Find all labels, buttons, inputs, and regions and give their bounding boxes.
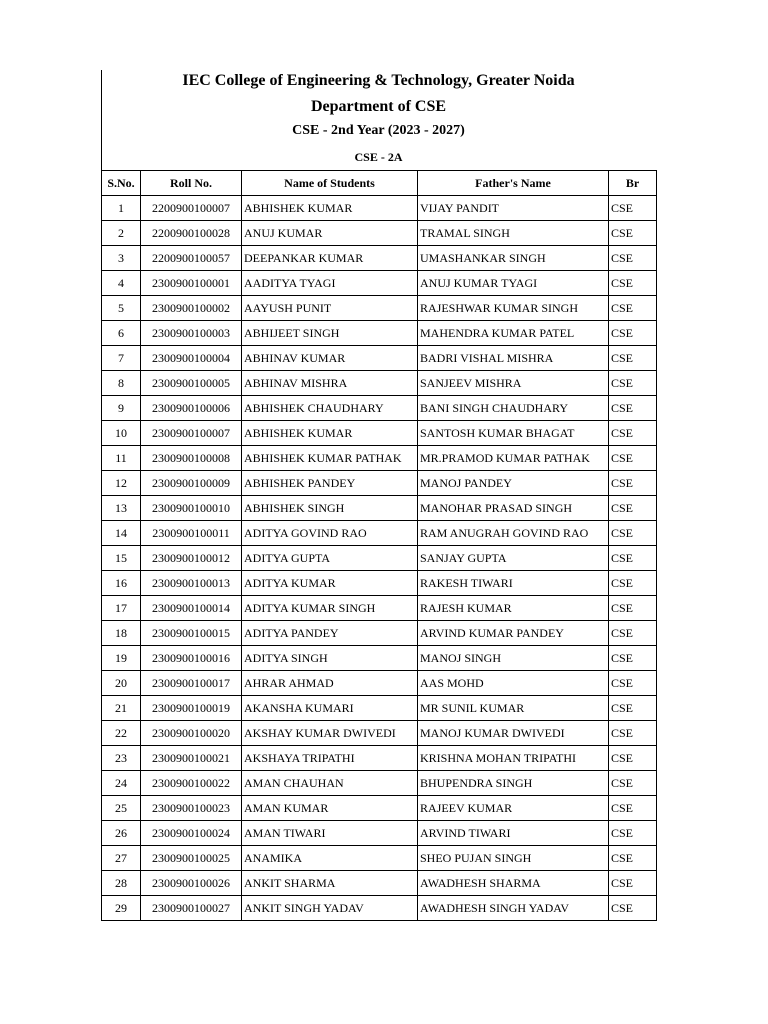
- cell-branch: CSE: [609, 246, 657, 271]
- cell-student-name: ABHISHEK SINGH: [242, 496, 418, 521]
- cell-roll-no: 2300900100013: [141, 571, 242, 596]
- cell-roll-no: 2300900100016: [141, 646, 242, 671]
- cell-student-name: ABHINAV MISHRA: [242, 371, 418, 396]
- cell-student-name: ABHINAV KUMAR: [242, 346, 418, 371]
- cell-sno: 27: [102, 846, 141, 871]
- table-row: [102, 496, 657, 521]
- cell-roll-no: 2300900100010: [141, 496, 242, 521]
- table-row: [102, 721, 657, 746]
- cell-sno: 12: [102, 471, 141, 496]
- cell-father-name: VIJAY PANDIT: [418, 196, 609, 221]
- column-header-branch: Br: [609, 171, 657, 196]
- cell-roll-no: 2300900100009: [141, 471, 242, 496]
- cell-sno: 17: [102, 596, 141, 621]
- cell-student-name: AKSHAY KUMAR DWIVEDI: [242, 721, 418, 746]
- table-row: [102, 671, 657, 696]
- table-row: [102, 696, 657, 721]
- cell-roll-no: 2300900100021: [141, 746, 242, 771]
- table-row: [102, 646, 657, 671]
- cell-father-name: BHUPENDRA SINGH: [418, 771, 609, 796]
- cell-branch: CSE: [609, 496, 657, 521]
- cell-student-name: AMAN CHAUHAN: [242, 771, 418, 796]
- cell-sno: 15: [102, 546, 141, 571]
- cell-branch: CSE: [609, 521, 657, 546]
- cell-branch: CSE: [609, 371, 657, 396]
- cell-branch: CSE: [609, 471, 657, 496]
- cell-father-name: AAS MOHD: [418, 671, 609, 696]
- cell-father-name: ANUJ KUMAR TYAGI: [418, 271, 609, 296]
- cell-branch: CSE: [609, 196, 657, 221]
- cell-sno: 20: [102, 671, 141, 696]
- cell-sno: 1: [102, 196, 141, 221]
- cell-father-name: RAM ANUGRAH GOVIND RAO: [418, 521, 609, 546]
- table-row: [102, 396, 657, 421]
- cell-father-name: SANJEEV MISHRA: [418, 371, 609, 396]
- cell-roll-no: 2300900100025: [141, 846, 242, 871]
- table-row: [102, 796, 657, 821]
- cell-father-name: BADRI VISHAL MISHRA: [418, 346, 609, 371]
- cell-branch: CSE: [609, 696, 657, 721]
- cell-roll-no: 2300900100001: [141, 271, 242, 296]
- cell-sno: 26: [102, 821, 141, 846]
- cell-father-name: UMASHANKAR SINGH: [418, 246, 609, 271]
- cell-sno: 18: [102, 621, 141, 646]
- cell-branch: CSE: [609, 796, 657, 821]
- cell-father-name: MAHENDRA KUMAR PATEL: [418, 321, 609, 346]
- cell-roll-no: 2300900100004: [141, 346, 242, 371]
- cell-roll-no: 2300900100012: [141, 546, 242, 571]
- cell-branch: CSE: [609, 896, 657, 921]
- table-row: [102, 246, 657, 271]
- column-header-student-name: Name of Students: [242, 171, 418, 196]
- column-header-father-name: Father's Name: [418, 171, 609, 196]
- cell-roll-no: 2300900100020: [141, 721, 242, 746]
- cell-sno: 4: [102, 271, 141, 296]
- table-row: [102, 421, 657, 446]
- section-title: CSE - 2A: [354, 150, 403, 164]
- cell-roll-no: 2300900100017: [141, 671, 242, 696]
- cell-student-name: ABHISHEK CHAUDHARY: [242, 396, 418, 421]
- cell-student-name: ADITYA PANDEY: [242, 621, 418, 646]
- cell-student-name: ADITYA KUMAR SINGH: [242, 596, 418, 621]
- cell-roll-no: 2300900100008: [141, 446, 242, 471]
- cell-roll-no: 2300900100023: [141, 796, 242, 821]
- cell-father-name: AWADHESH SHARMA: [418, 871, 609, 896]
- cell-roll-no: 2300900100027: [141, 896, 242, 921]
- cell-branch: CSE: [609, 321, 657, 346]
- cell-branch: CSE: [609, 821, 657, 846]
- cell-father-name: RAKESH TIWARI: [418, 571, 609, 596]
- cell-student-name: ANAMIKA: [242, 846, 418, 871]
- column-header-roll-no: Roll No.: [141, 171, 242, 196]
- cell-branch: CSE: [609, 221, 657, 246]
- cell-sno: 6: [102, 321, 141, 346]
- cell-father-name: MANOJ KUMAR DWIVEDI: [418, 721, 609, 746]
- cell-sno: 13: [102, 496, 141, 521]
- table-row: [102, 346, 657, 371]
- cell-sno: 16: [102, 571, 141, 596]
- cell-student-name: ANKIT SINGH YADAV: [242, 896, 418, 921]
- cell-sno: 22: [102, 721, 141, 746]
- table-row: [102, 621, 657, 646]
- cell-sno: 21: [102, 696, 141, 721]
- cell-student-name: ABHISHEK PANDEY: [242, 471, 418, 496]
- cell-sno: 29: [102, 896, 141, 921]
- table-body: [102, 196, 657, 921]
- cell-student-name: DEEPANKAR KUMAR: [242, 246, 418, 271]
- cell-branch: CSE: [609, 671, 657, 696]
- table-row: [102, 371, 657, 396]
- cell-branch: CSE: [609, 746, 657, 771]
- table-row: [102, 896, 657, 921]
- cell-student-name: AADITYA TYAGI: [242, 271, 418, 296]
- cell-roll-no: 2300900100006: [141, 396, 242, 421]
- cell-sno: 9: [102, 396, 141, 421]
- cell-branch: CSE: [609, 571, 657, 596]
- cell-branch: CSE: [609, 346, 657, 371]
- cell-student-name: AKSHAYA TRIPATHI: [242, 746, 418, 771]
- cell-roll-no: 2300900100005: [141, 371, 242, 396]
- cell-student-name: AMAN KUMAR: [242, 796, 418, 821]
- cell-sno: 5: [102, 296, 141, 321]
- table-row: [102, 446, 657, 471]
- cell-student-name: ANKIT SHARMA: [242, 871, 418, 896]
- cell-student-name: AMAN TIWARI: [242, 821, 418, 846]
- cell-branch: CSE: [609, 721, 657, 746]
- cell-father-name: SANTOSH KUMAR BHAGAT: [418, 421, 609, 446]
- cell-student-name: AHRAR AHMAD: [242, 671, 418, 696]
- cell-father-name: MANOJ PANDEY: [418, 471, 609, 496]
- cell-roll-no: 2300900100019: [141, 696, 242, 721]
- cell-roll-no: 2300900100007: [141, 421, 242, 446]
- cell-branch: CSE: [609, 446, 657, 471]
- cell-roll-no: 2300900100022: [141, 771, 242, 796]
- cell-student-name: AAYUSH PUNIT: [242, 296, 418, 321]
- cell-father-name: KRISHNA MOHAN TRIPATHI: [418, 746, 609, 771]
- cell-roll-no: 2300900100014: [141, 596, 242, 621]
- cell-roll-no: 2200900100007: [141, 196, 242, 221]
- cell-roll-no: 2300900100003: [141, 321, 242, 346]
- cell-father-name: MANOJ SINGH: [418, 646, 609, 671]
- cell-sno: 25: [102, 796, 141, 821]
- table-row: [102, 296, 657, 321]
- cell-sno: 10: [102, 421, 141, 446]
- cell-sno: 24: [102, 771, 141, 796]
- cell-sno: 8: [102, 371, 141, 396]
- table-row: [102, 846, 657, 871]
- cell-student-name: ADITYA GUPTA: [242, 546, 418, 571]
- cell-roll-no: 2300900100026: [141, 871, 242, 896]
- cell-father-name: MANOHAR PRASAD SINGH: [418, 496, 609, 521]
- cell-father-name: SHEO PUJAN SINGH: [418, 846, 609, 871]
- cell-branch: CSE: [609, 296, 657, 321]
- cell-branch: CSE: [609, 646, 657, 671]
- cell-student-name: ABHISHEK KUMAR: [242, 196, 418, 221]
- cell-father-name: RAJESH KUMAR: [418, 596, 609, 621]
- column-header-sno: S.No.: [102, 171, 141, 196]
- cell-branch: CSE: [609, 771, 657, 796]
- cell-branch: CSE: [609, 421, 657, 446]
- table-row: [102, 821, 657, 846]
- cell-branch: CSE: [609, 596, 657, 621]
- cell-student-name: ADITYA KUMAR: [242, 571, 418, 596]
- table-row: [102, 196, 657, 221]
- cell-sno: 23: [102, 746, 141, 771]
- cell-student-name: ABHISHEK KUMAR PATHAK: [242, 446, 418, 471]
- cell-father-name: MR SUNIL KUMAR: [418, 696, 609, 721]
- table-row: [102, 271, 657, 296]
- cell-roll-no: 2300900100024: [141, 821, 242, 846]
- cell-sno: 2: [102, 221, 141, 246]
- cell-roll-no: 2200900100057: [141, 246, 242, 271]
- table-row: [102, 321, 657, 346]
- table-row: [102, 546, 657, 571]
- cell-father-name: MR.PRAMOD KUMAR PATHAK: [418, 446, 609, 471]
- cell-branch: CSE: [609, 871, 657, 896]
- table-row: [102, 746, 657, 771]
- cell-sno: 7: [102, 346, 141, 371]
- cell-father-name: BANI SINGH CHAUDHARY: [418, 396, 609, 421]
- table-header-row: [102, 171, 657, 196]
- cell-father-name: AWADHESH SINGH YADAV: [418, 896, 609, 921]
- cell-student-name: ADITYA SINGH: [242, 646, 418, 671]
- table-row: [102, 596, 657, 621]
- cell-roll-no: 2200900100028: [141, 221, 242, 246]
- cell-branch: CSE: [609, 396, 657, 421]
- cell-father-name: ARVIND TIWARI: [418, 821, 609, 846]
- cell-sno: 28: [102, 871, 141, 896]
- cell-branch: CSE: [609, 546, 657, 571]
- table-row: [102, 471, 657, 496]
- cell-sno: 3: [102, 246, 141, 271]
- table-row: [102, 521, 657, 546]
- cell-father-name: SANJAY GUPTA: [418, 546, 609, 571]
- cell-student-name: AKANSHA KUMARI: [242, 696, 418, 721]
- cell-roll-no: 2300900100002: [141, 296, 242, 321]
- cell-father-name: RAJESHWAR KUMAR SINGH: [418, 296, 609, 321]
- cell-roll-no: 2300900100015: [141, 621, 242, 646]
- cell-branch: CSE: [609, 271, 657, 296]
- cell-sno: 11: [102, 446, 141, 471]
- cell-branch: CSE: [609, 621, 657, 646]
- table-row: [102, 221, 657, 246]
- cell-branch: CSE: [609, 846, 657, 871]
- cell-student-name: ANUJ KUMAR: [242, 221, 418, 246]
- table-row: [102, 771, 657, 796]
- cell-student-name: ABHISHEK KUMAR: [242, 421, 418, 446]
- department-title: Department of CSE: [310, 98, 447, 115]
- cell-father-name: TRAMAL SINGH: [418, 221, 609, 246]
- table-row: [102, 571, 657, 596]
- cell-sno: 14: [102, 521, 141, 546]
- batch-title: CSE - 2nd Year (2023 - 2027): [292, 123, 465, 138]
- college-title: IEC College of Engineering & Technology, Greater Noida: [182, 72, 575, 89]
- cell-father-name: RAJEEV KUMAR: [418, 796, 609, 821]
- student-roster-table: [101, 170, 657, 921]
- cell-roll-no: 2300900100011: [141, 521, 242, 546]
- table-row: [102, 871, 657, 896]
- cell-father-name: ARVIND KUMAR PANDEY: [418, 621, 609, 646]
- cell-student-name: ADITYA GOVIND RAO: [242, 521, 418, 546]
- cell-student-name: ABHIJEET SINGH: [242, 321, 418, 346]
- cell-sno: 19: [102, 646, 141, 671]
